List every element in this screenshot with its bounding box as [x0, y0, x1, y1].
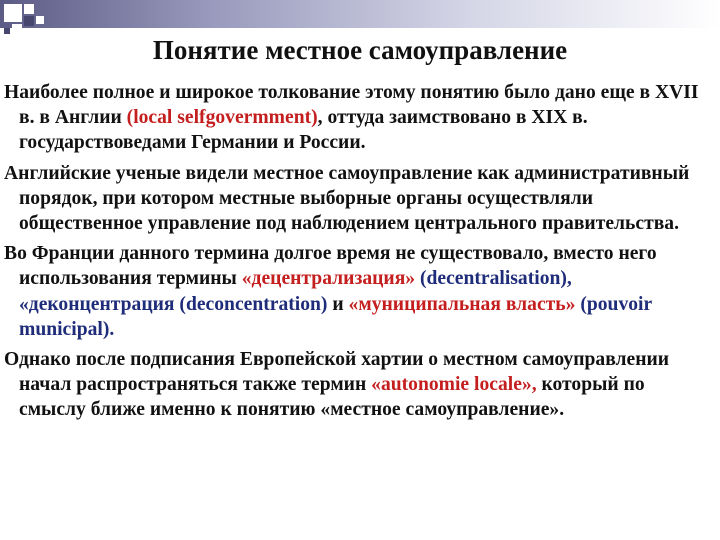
- paragraph-4: [4, 347, 712, 423]
- text-run: , оттуда заимствовано в XIX в. государствоведами Германии и России.: [19, 107, 588, 154]
- term-run: (decentralisation), «деконцентрация (deconcentration): [19, 268, 572, 315]
- text-run: Во Франции данного термина долгое время не существовало, вместо него использования термины: [4, 243, 657, 290]
- text-run: Однако после подписания Европейской хартии о местном самоуправлении начал распространяться также термин: [4, 349, 670, 396]
- term-run: (pouvoir municipal).: [19, 293, 652, 340]
- text-run: Английские ученые видели местное самоуправление как административный порядок, при котором местные выборные органы осуществляли общественное управление под наблюдением центрального правительства.: [4, 162, 690, 235]
- top-gradient-bar: [0, 0, 720, 28]
- highlight-run: «децентрализация»: [241, 268, 416, 290]
- paragraph-3: [4, 241, 712, 342]
- text-run: и: [327, 293, 349, 315]
- highlight-run: «autonomie locale»,: [371, 374, 537, 396]
- slide-title: Понятие местное самоуправление: [152, 35, 568, 65]
- highlight-run: «муниципальная власть»: [348, 293, 576, 315]
- slide-body: [4, 80, 712, 428]
- highlight-run: (local selfgovermment): [126, 107, 318, 129]
- paragraph-1: [4, 80, 712, 156]
- text-run: Наиболее полное и широкое толкование этому понятию было дано еще в XVII в. в Англии: [4, 82, 699, 129]
- text-run: который по смыслу ближе именно к понятию «местное самоуправление».: [19, 374, 645, 421]
- paragraph-2: [4, 161, 712, 237]
